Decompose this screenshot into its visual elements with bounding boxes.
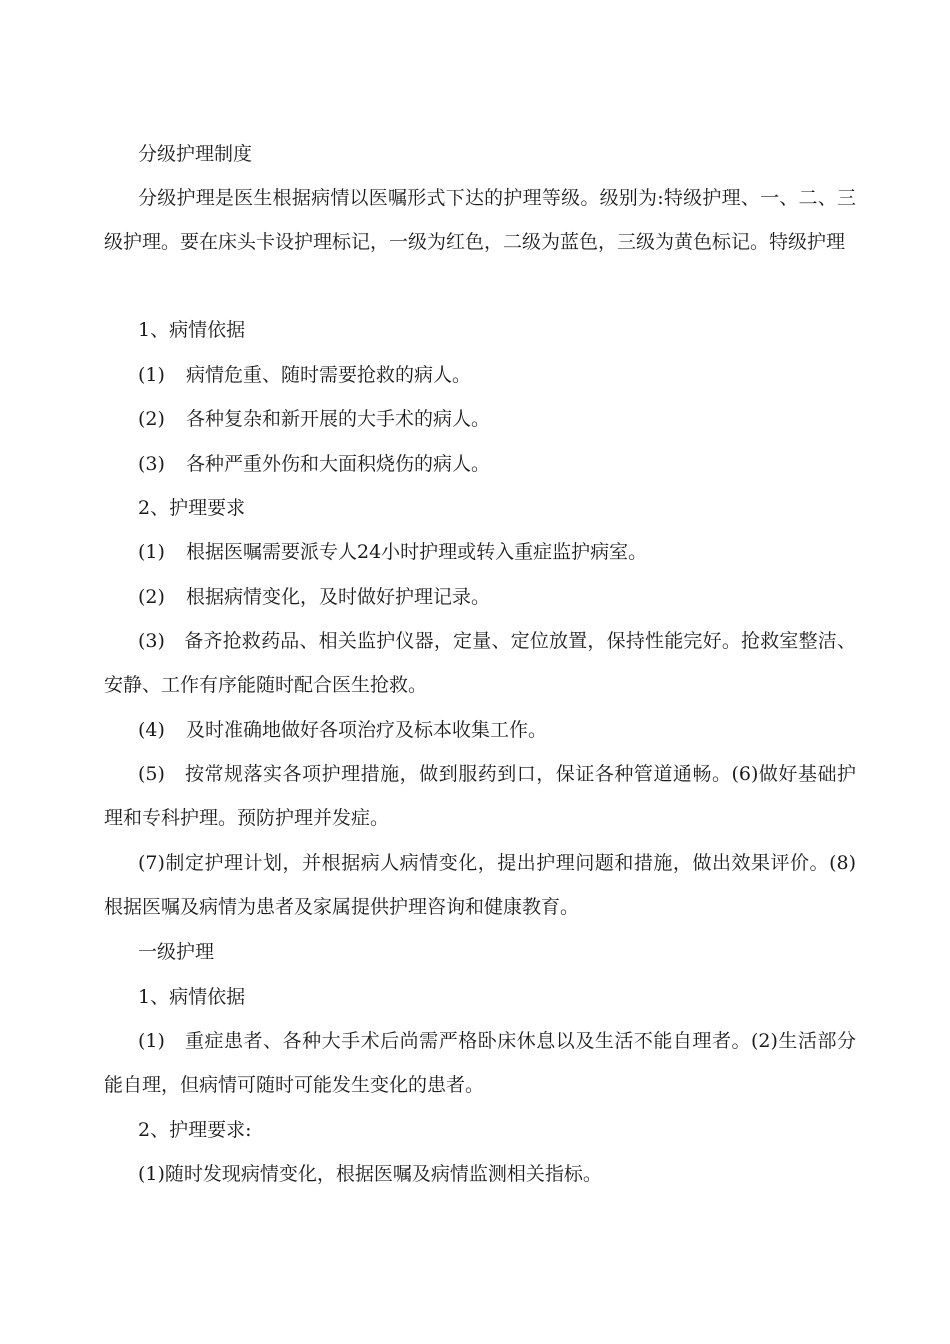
intro-paragraph: 分级护理是医生根据病情以医嘱形式下达的护理等级。级别为:特级护理、一、二、三级护理。要在床头卡设护理标记，一级为红色，二级为蓝色，三级为黄色标记。特级护理 — [104, 187, 856, 253]
first-basis-heading: 1、病情依据 — [138, 986, 246, 1008]
item-text: 各种复杂和新开展的大手术的病人。 — [186, 408, 491, 430]
item-text: 各种严重外伤和大面积烧伤的病人。 — [186, 453, 491, 475]
special-basis-item — [104, 397, 890, 441]
special-requirement-item: (3) 备齐抢救药品、相关监护仪器，定量、定位放置，保持性能完好。抢救室整洁、安静、工作有序能随时配合医生抢救。 — [104, 630, 856, 696]
special-requirement-item: (7)制定护理计划，并根据病人病情变化，提出护理问题和措施，做出效果评价。(8)根据医嘱及病情为患者及家属提供护理咨询和健康教育。 — [104, 852, 856, 918]
item-text: 根据病情变化，及时做好护理记录。 — [186, 586, 491, 608]
item-number: (2) — [138, 586, 165, 608]
item-text: 及时准确地做好各项治疗及标本收集工作。 — [186, 719, 548, 741]
item-number: (1) — [138, 364, 165, 386]
special-requirement-item — [104, 708, 890, 752]
special-requirements-heading: 2、护理要求 — [138, 497, 246, 519]
first-level-heading: 一级护理 — [138, 941, 215, 963]
item-number: (2) — [138, 408, 165, 430]
special-requirement-item — [104, 575, 890, 619]
first-requirements-heading: 2、护理要求: — [138, 1119, 252, 1141]
item-text: 病情危重、随时需要抢救的病人。 — [186, 364, 472, 386]
first-basis-item: (1) 重症患者、各种大手术后尚需严格卧床休息以及生活不能自理者。(2)生活部分能自理，但病情可随时可能发生变化的患者。 — [104, 1030, 856, 1096]
item-number: (1) — [138, 541, 165, 563]
document-title: 分级护理制度 — [138, 143, 253, 165]
special-basis-item — [104, 442, 890, 486]
item-number: (4) — [138, 719, 165, 741]
special-basis-item — [104, 353, 890, 397]
special-requirement-item: (5) 按常规落实各项护理措施，做到服药到口，保证各种管道通畅。(6)做好基础护理和专科护理。预防护理并发症。 — [104, 763, 856, 829]
item-number: (3) — [138, 453, 165, 475]
first-requirement-item: (1)随时发现病情变化，根据医嘱及病情监测相关指标。 — [138, 1163, 602, 1185]
special-requirement-item — [104, 530, 890, 574]
item-text: 根据医嘱需要派专人24小时护理或转入重症监护病室。 — [186, 541, 648, 563]
special-basis-heading: 1、病情依据 — [138, 319, 246, 341]
